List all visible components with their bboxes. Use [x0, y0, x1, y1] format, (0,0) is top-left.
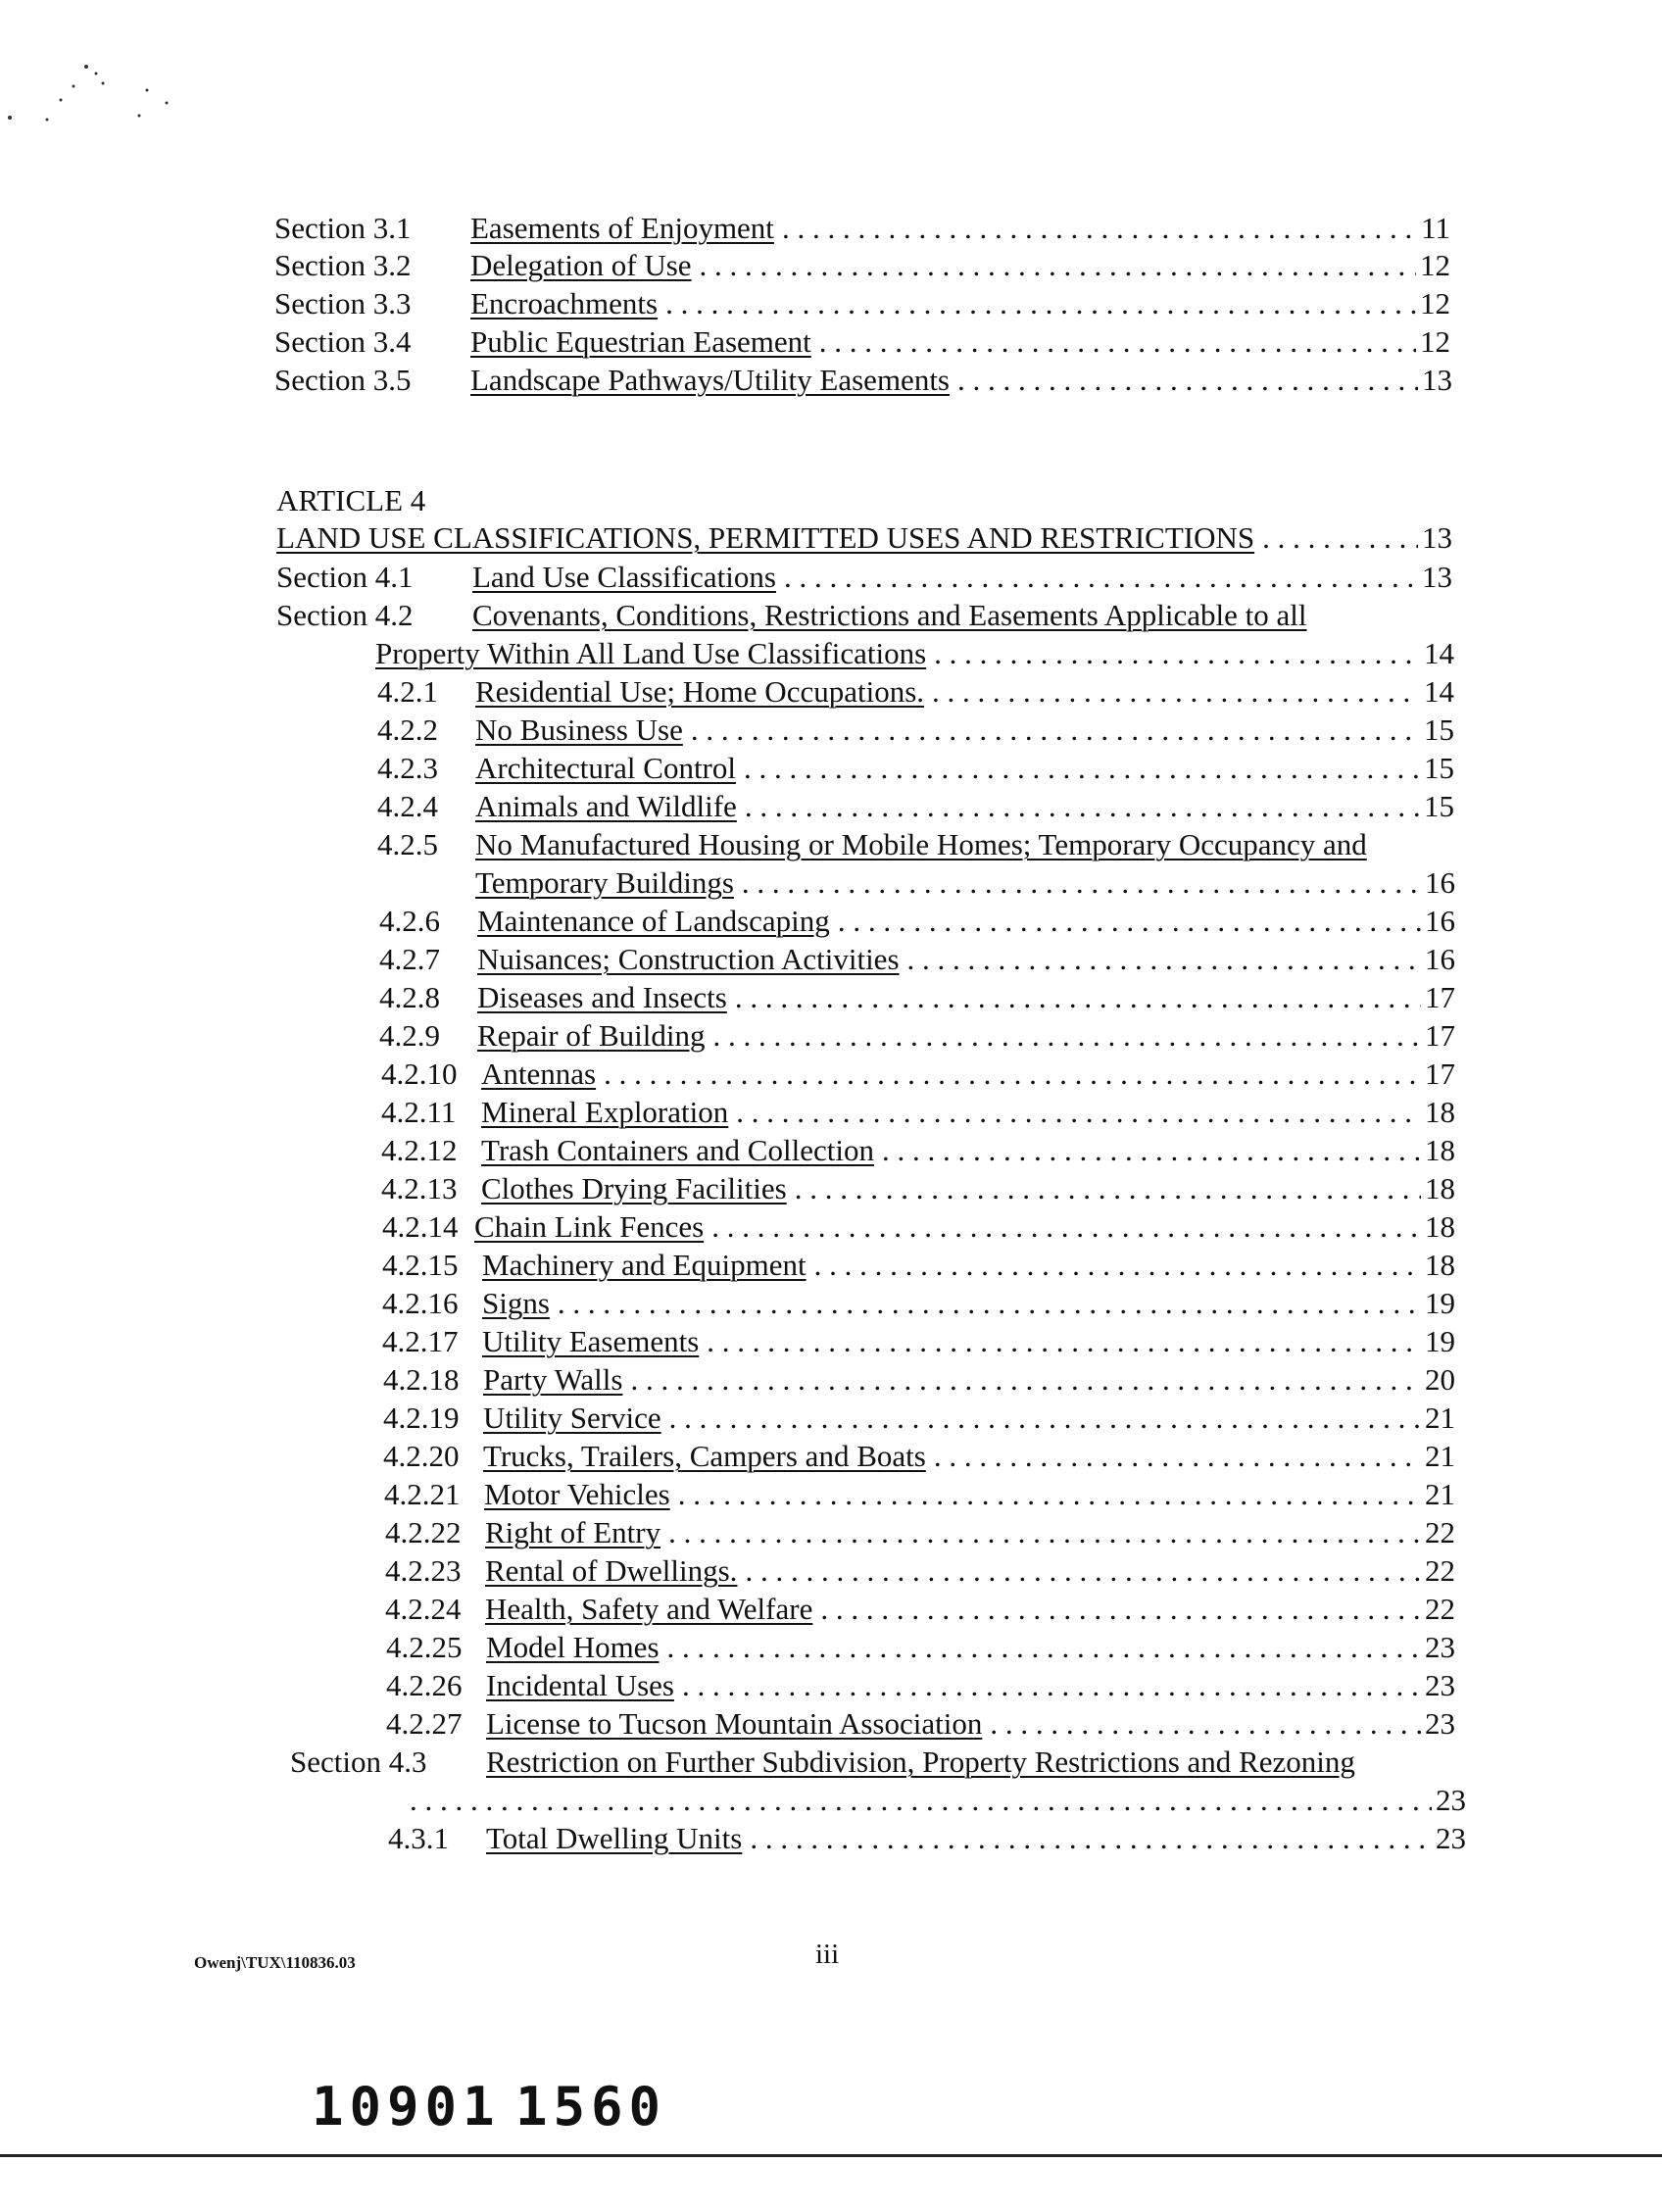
- toc-row[interactable]: [290, 1744, 1466, 1781]
- toc-title[interactable]: Party Walls: [483, 1362, 623, 1397]
- toc-row[interactable]: [382, 1323, 1455, 1360]
- leader-dots: [737, 1552, 1421, 1590]
- toc-title[interactable]: Covenants, Conditions, Restrictions and Easements Applicable to all: [472, 598, 1307, 632]
- toc-page: 18: [1425, 1209, 1455, 1244]
- toc-title[interactable]: Architectural Control: [475, 751, 736, 785]
- toc-title[interactable]: Delegation of Use: [470, 248, 692, 282]
- toc-page: 22: [1425, 1553, 1455, 1588]
- toc-row[interactable]: [382, 1285, 1455, 1322]
- toc-title[interactable]: Total Dwelling Units: [486, 1821, 743, 1855]
- toc-row[interactable]: [381, 1056, 1455, 1093]
- toc-row[interactable]: [386, 1629, 1455, 1666]
- toc-title[interactable]: Property Within All Land Use Classifications: [375, 636, 927, 670]
- toc-page: 18: [1425, 1095, 1455, 1129]
- toc-label: 4.2.22: [385, 1515, 462, 1549]
- toc-title[interactable]: Signs: [482, 1286, 550, 1320]
- toc-title[interactable]: Landscape Pathways/Utility Easements: [470, 363, 950, 397]
- leader-dots: [807, 1247, 1421, 1284]
- toc-page: 13: [1422, 363, 1452, 397]
- toc-page: 12: [1420, 324, 1450, 359]
- toc-row[interactable]: [377, 750, 1454, 787]
- bottom-rule-line: [0, 2154, 1662, 2157]
- toc-label: 4.2.10: [381, 1057, 458, 1091]
- toc-page: 18: [1425, 1248, 1455, 1282]
- toc-page: 23: [1436, 1783, 1466, 1817]
- leader-dots: [926, 1438, 1421, 1475]
- toc-title[interactable]: Repair of Building: [477, 1018, 706, 1053]
- toc-page: 19: [1425, 1286, 1455, 1320]
- toc-label: 4.2.26: [386, 1668, 463, 1702]
- toc-title[interactable]: Mineral Exploration: [481, 1095, 729, 1129]
- document-stamp-number: 1560: [515, 2076, 667, 2138]
- leader-dots: [658, 285, 1416, 322]
- leader-dots: [774, 210, 1417, 247]
- toc-row[interactable]: [274, 285, 1450, 322]
- toc-row[interactable]: [276, 597, 1452, 634]
- toc-label: 4.2.7: [379, 942, 440, 976]
- leader-dots: [950, 362, 1418, 399]
- toc-label: Section 4.2: [276, 598, 414, 632]
- toc-title[interactable]: Trucks, Trailers, Campers and Boats: [483, 1439, 926, 1473]
- toc-page: 17: [1425, 980, 1455, 1014]
- toc-page: 14: [1424, 636, 1454, 670]
- toc-label: 4.2.18: [383, 1362, 460, 1397]
- toc-title[interactable]: No Business Use: [475, 713, 683, 747]
- toc-page: 13: [1422, 520, 1452, 555]
- toc-label: 4.2.13: [381, 1171, 458, 1205]
- toc-title[interactable]: Trash Containers and Collection: [481, 1133, 874, 1167]
- toc-row[interactable]: [377, 788, 1454, 825]
- leader-dots: [660, 1514, 1421, 1551]
- toc-page: 16: [1425, 865, 1455, 900]
- toc-row[interactable]: [381, 1094, 1455, 1131]
- toc-label: 4.2.17: [382, 1324, 459, 1358]
- toc-title[interactable]: Maintenance of Landscaping: [477, 904, 830, 938]
- scan-speckle-marks: [0, 39, 196, 147]
- toc-row[interactable]: [274, 210, 1450, 247]
- toc-label: 4.2.9: [379, 1018, 440, 1053]
- leader-dots: [660, 1629, 1421, 1666]
- leader-dots: [699, 1323, 1421, 1360]
- toc-label: 4.2.20: [383, 1439, 460, 1473]
- toc-row[interactable]: [386, 1667, 1455, 1704]
- leader-dots: [924, 673, 1420, 711]
- toc-title[interactable]: Nuisances; Construction Activities: [477, 942, 900, 976]
- toc-row-continued[interactable]: [402, 1782, 1466, 1819]
- toc-label: 4.2.14: [382, 1209, 459, 1244]
- toc-page: 23: [1425, 1668, 1455, 1702]
- toc-title[interactable]: Restriction on Further Subdivision, Property Restrictions and Rezoning: [486, 1745, 1355, 1779]
- toc-title[interactable]: Public Equestrian Easement: [470, 324, 811, 359]
- leader-dots: [736, 750, 1420, 787]
- file-reference: Owenj\TUX\110836.03: [194, 1953, 356, 1972]
- toc-title[interactable]: License to Tucson Mountain Association: [486, 1706, 983, 1741]
- toc-row[interactable]: [377, 673, 1454, 711]
- toc-label: 4.2.21: [384, 1477, 461, 1511]
- toc-page: 13: [1422, 560, 1452, 594]
- leader-dots: [728, 1094, 1421, 1131]
- toc-title[interactable]: Animals and Wildlife: [475, 789, 737, 823]
- toc-page: 19: [1425, 1324, 1455, 1358]
- toc-title[interactable]: Model Homes: [486, 1630, 660, 1664]
- toc-label: 4.2.5: [377, 827, 438, 861]
- toc-row[interactable]: [386, 1705, 1455, 1743]
- leader-dots: [926, 635, 1420, 672]
- toc-row[interactable]: [274, 362, 1452, 399]
- toc-label: 4.2.1: [377, 674, 438, 709]
- toc-label: Section 4.1: [276, 560, 414, 594]
- leader-dots: [874, 1132, 1421, 1169]
- leader-dots: [734, 864, 1421, 902]
- toc-row[interactable]: [377, 826, 1455, 863]
- leader-dots: [683, 712, 1420, 749]
- toc-title[interactable]: Residential Use; Home Occupations.: [475, 674, 925, 709]
- toc-row[interactable]: [379, 903, 1455, 940]
- leader-dots: [622, 1361, 1421, 1399]
- toc-title[interactable]: No Manufactured Housing or Mobile Homes; Temporary Occupancy and: [475, 827, 1367, 861]
- leader-dots: [776, 559, 1418, 596]
- toc-page: 15: [1424, 751, 1454, 785]
- toc-page: 21: [1425, 1477, 1455, 1511]
- toc-row[interactable]: [385, 1552, 1455, 1590]
- toc-page: 17: [1425, 1057, 1455, 1091]
- toc-row-continued[interactable]: [475, 864, 1455, 902]
- toc-label: 4.3.1: [388, 1821, 449, 1855]
- toc-row[interactable]: [385, 1514, 1455, 1551]
- toc-page: 22: [1425, 1515, 1455, 1549]
- leader-dots: [402, 1782, 1432, 1819]
- toc-page: 18: [1425, 1133, 1455, 1167]
- leader-dots: [1254, 519, 1418, 557]
- leader-dots: [670, 1476, 1421, 1513]
- toc-title[interactable]: Utility Easements: [482, 1324, 700, 1358]
- toc-row[interactable]: [381, 1132, 1455, 1169]
- toc-label: Section 3.1: [274, 211, 412, 245]
- toc-label: 4.2.6: [379, 904, 440, 938]
- toc-label: 4.2.15: [382, 1248, 459, 1282]
- toc-label: Section 3.2: [274, 248, 412, 282]
- toc-page: 17: [1425, 1018, 1455, 1053]
- toc-title[interactable]: Motor Vehicles: [484, 1477, 670, 1511]
- toc-title[interactable]: Health, Safety and Welfare: [485, 1592, 813, 1626]
- toc-title[interactable]: Encroachments: [470, 286, 659, 320]
- leader-dots: [742, 1820, 1432, 1857]
- toc-row[interactable]: [383, 1438, 1455, 1475]
- toc-title[interactable]: Utility Service: [483, 1401, 661, 1435]
- toc-title[interactable]: LAND USE CLASSIFICATIONS, PERMITTED USES AND RESTRICTIONS: [276, 520, 1255, 555]
- toc-title[interactable]: Rental of Dwellings.: [485, 1553, 738, 1588]
- toc-page: 21: [1425, 1401, 1455, 1435]
- toc-label: 4.2.16: [382, 1286, 459, 1320]
- toc-row[interactable]: [274, 247, 1450, 284]
- toc-title[interactable]: Machinery and Equipment: [482, 1248, 807, 1282]
- toc-row[interactable]: [385, 1591, 1455, 1628]
- leader-dots: [550, 1285, 1421, 1322]
- toc-title[interactable]: Temporary Buildings: [475, 865, 734, 900]
- toc-label: Section 3.4: [274, 324, 412, 359]
- toc-row-continued[interactable]: [375, 635, 1454, 672]
- page-number: iii: [815, 1939, 840, 1970]
- toc-row[interactable]: [379, 941, 1455, 978]
- toc-title[interactable]: Chain Link Fences: [474, 1209, 705, 1244]
- leader-dots: [727, 979, 1421, 1016]
- toc-row[interactable]: [381, 1170, 1455, 1207]
- leader-dots: [737, 788, 1420, 825]
- toc-page: 23: [1436, 1821, 1466, 1855]
- toc-label: 4.2.3: [377, 751, 438, 785]
- toc-row[interactable]: [276, 519, 1452, 557]
- toc-title[interactable]: Diseases and Insects: [477, 980, 727, 1014]
- leader-dots: [787, 1170, 1421, 1207]
- toc-title[interactable]: Antennas: [481, 1057, 597, 1091]
- toc-page: 15: [1424, 713, 1454, 747]
- leader-dots: [692, 247, 1416, 284]
- toc-label: 4.2.4: [377, 789, 438, 823]
- toc-title[interactable]: Clothes Drying Facilities: [481, 1171, 787, 1205]
- toc-label: 4.2.2: [377, 713, 438, 747]
- leader-dots: [811, 323, 1416, 361]
- leader-dots: [661, 1400, 1421, 1437]
- article-heading: ARTICLE 4: [276, 483, 426, 517]
- leader-dots: [830, 903, 1421, 940]
- toc-page: 16: [1425, 904, 1455, 938]
- toc-row[interactable]: [377, 712, 1454, 749]
- toc-row[interactable]: [383, 1400, 1455, 1437]
- toc-label: 4.2.25: [386, 1630, 463, 1664]
- leader-dots: [982, 1705, 1421, 1743]
- toc-page: 11: [1421, 211, 1450, 245]
- leader-dots: [705, 1017, 1421, 1055]
- toc-title[interactable]: Incidental Uses: [486, 1668, 674, 1702]
- leader-dots: [900, 941, 1421, 978]
- leader-dots: [596, 1056, 1421, 1093]
- toc-label: 4.2.23: [385, 1553, 462, 1588]
- toc-page: 14: [1424, 674, 1454, 709]
- toc-row[interactable]: [274, 323, 1450, 361]
- toc-label: 4.2.24: [385, 1592, 462, 1626]
- leader-dots: [704, 1208, 1421, 1246]
- toc-page: 12: [1420, 248, 1450, 282]
- toc-row[interactable]: [379, 1017, 1455, 1055]
- toc-page: 18: [1425, 1171, 1455, 1205]
- toc-title[interactable]: Right of Entry: [485, 1515, 661, 1549]
- toc-row[interactable]: [382, 1247, 1455, 1284]
- toc-row[interactable]: [379, 979, 1455, 1016]
- toc-row[interactable]: [276, 559, 1452, 596]
- toc-title[interactable]: Land Use Classifications: [472, 560, 776, 594]
- toc-page: 21: [1425, 1439, 1455, 1473]
- toc-label: 4.2.11: [381, 1095, 457, 1129]
- toc-row[interactable]: [383, 1361, 1455, 1399]
- toc-label: Section 3.5: [274, 363, 412, 397]
- toc-page: 12: [1420, 286, 1450, 320]
- toc-page: 22: [1425, 1592, 1455, 1626]
- toc-label: Section 3.3: [274, 286, 412, 320]
- toc-label: 4.2.8: [379, 980, 440, 1014]
- toc-label: 4.2.27: [386, 1706, 463, 1741]
- toc-label: Section 4.3: [290, 1745, 427, 1779]
- toc-row[interactable]: [384, 1476, 1455, 1513]
- toc-page: 16: [1425, 942, 1455, 976]
- toc-page: 20: [1425, 1362, 1455, 1397]
- toc-row[interactable]: [382, 1208, 1455, 1246]
- toc-label: 4.2.19: [383, 1401, 460, 1435]
- toc-page: 23: [1425, 1706, 1455, 1741]
- leader-dots: [674, 1667, 1421, 1704]
- toc-title[interactable]: Easements of Enjoyment: [470, 211, 774, 245]
- document-stamp-number: 10901: [312, 2076, 501, 2138]
- toc-page: 23: [1425, 1630, 1455, 1664]
- toc-page: 15: [1424, 789, 1454, 823]
- toc-label: 4.2.12: [381, 1133, 458, 1167]
- toc-row[interactable]: [388, 1820, 1466, 1857]
- leader-dots: [812, 1591, 1421, 1628]
